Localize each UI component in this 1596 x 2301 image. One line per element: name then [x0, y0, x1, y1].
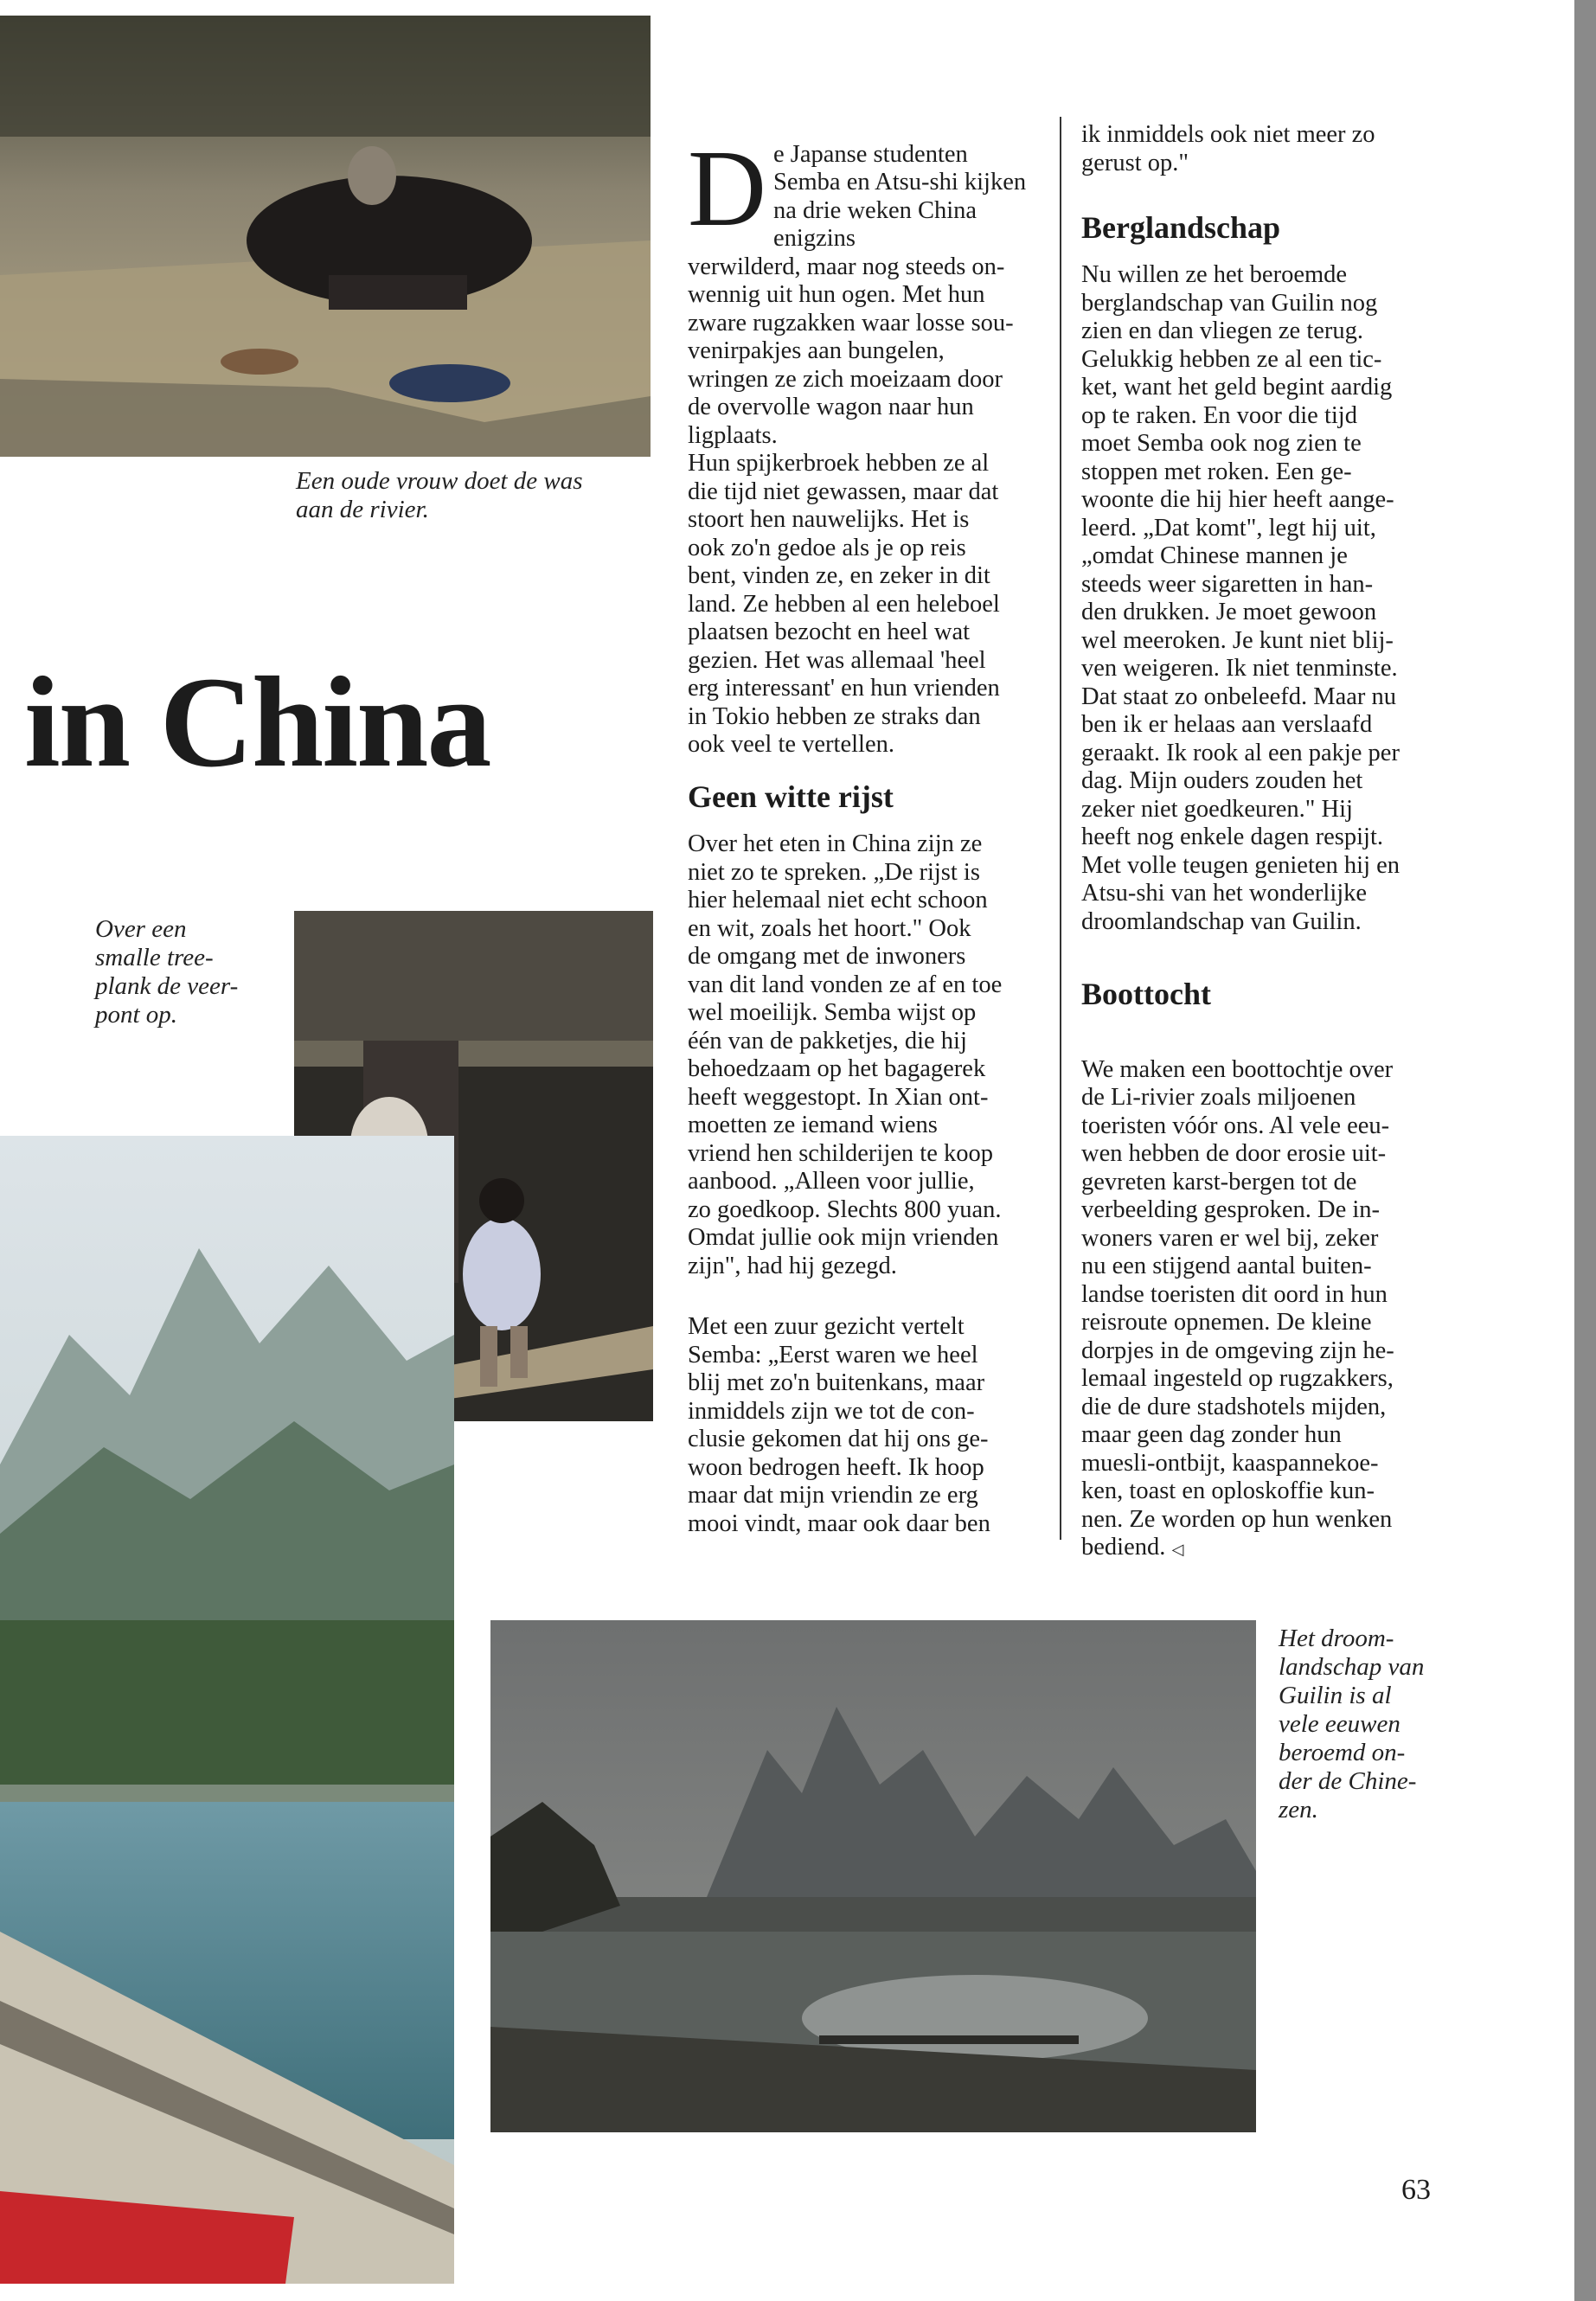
- photo-river-boat: [0, 1136, 454, 2284]
- subheading-geen-witte-rijst: Geen witte rijst: [688, 779, 894, 814]
- article-lead-paragraph: [688, 128, 1051, 760]
- photo-guilin-landscape-art: [490, 1620, 1256, 2132]
- caption-washing: Een oude vrouw doet de was aan de rivier.: [296, 467, 583, 523]
- caption-landscape: Het droom- landschap van Guilin is al vele eeuwen beroemd on- der de Chine- zen.: [1279, 1625, 1425, 1823]
- article-lead-text: e Japanse studenten Semba en Atsu-shi kijken na drie weken China enigzins verwilderd, maar nog steeds on- wennig uit hun ogen. Met hun zware rugzakken waar losse sou- venirpakjes aan bungelen, wringen ze zich moeizaam door de overvolle wagon naar hun ligplaats. Hun spijkerbroek hebben ze al die tijd niet gewassen, maar dat stoort hen nauwelijks. Het is ook zo'n gedoe als je op reis bent, vinden ze, en zeker in dit land. Ze hebben al een heleboel plaatsen bezocht en heel wat gezien. Het was allemaal 'heel erg interessant' en hun vrienden in Tokio hebben ze straks dan ook veel te vertellen.: [688, 140, 1027, 758]
- article-paragraph-paintings: Met een zuur gezicht vertelt Semba: „Eerst waren we heel blij met zo'n buitenkans, maar inmiddels zijn we tot de con- clusie gekomen dat hij ons ge- woon bedrogen heeft. Ik hoop maar dat mijn vriendin ze erg mooi vindt, maar ook daar ben: [688, 1313, 990, 1537]
- photo-guilin-landscape: [490, 1620, 1256, 2132]
- article-paragraph-smoking: Nu willen ze het beroemde berglandschap van Guilin nog zien en dan vliegen ze terug. Gelukkig hebben ze al een tic- ket, want het geld begint aardig op te raken. En voor die tijd moet Semba ook nog zien te stoppen met roken. Een ge- woonte die hij hier heeft aange- leerd. „Dat komt", legt hij uit, „omdat Chinese mannen je steeds weer sigaretten in han- den drukken. Je moet gewoon wel meeroken. Je kunt niet blij- ven weigeren. Ik niet tenminste. Dat staat zo onbeleefd. Maar nu ben ik er helaas aan verslaafd geraakt. Ik rook al een pakje per dag. Mijn ouders zouden het zeker niet goedkeuren." Hij heeft nog enkele dagen respijt. Met volle teugen genieten hij en Atsu-shi van het wonderlijke droomlandschap van Guilin.: [1081, 261, 1401, 935]
- drop-cap: D: [688, 128, 766, 249]
- headline: in China: [24, 651, 490, 794]
- page-number: 63: [1401, 2174, 1431, 2206]
- article-column-1: [688, 112, 1051, 787]
- subheading-boottocht: Boottocht: [1081, 977, 1211, 1011]
- page-edge: [1574, 0, 1596, 2301]
- article-paragraph-continued: ik inmiddels ook niet meer zo gerust op.": [1081, 121, 1375, 176]
- photo-river-boat-art: [0, 1136, 454, 2284]
- article-paragraph-rice: Over het eten in China zijn ze niet zo te spreken. „De rijst is hier helemaal niet echt schoon en wit, zoals het hoort." Ook de omgang met de inwoners van dit land vonden ze af en toe wel moeilijk. Semba wijst op één van de pakketjes, die hij behoedzaam op het bagagerek heeft weggestopt. In Xian ont- moetten ze iemand wiens vriend hen schilderijen te koop aanbood. „Alleen voor jullie, zo goedkoop. Slechts 800 yuan. Omdat jullie ook mijn vrienden zijn", had hij gezegd.: [688, 830, 1003, 1279]
- photo-woman-washing: [0, 16, 651, 457]
- article-paragraph-boattrip: [1081, 1028, 1445, 1564]
- subheading-berglandschap: Berglandschap: [1081, 210, 1281, 245]
- photo-woman-washing-art: [0, 16, 651, 457]
- caption-plank: Over een smalle tree- plank de veer- pont op.: [95, 915, 239, 1029]
- article-boattrip-text: We maken een boottochtje over de Li-rivier zoals miljoenen toeristen vóór ons. Al vele eeu- wen hebben de door erosie uit- gevreten karst-bergen tot de verbeelding gesproken. De in- woners varen er wel bij, zeker nu een stijgend aantal buiten- landse toeristen dit oord in hun reisroute opnemen. De kleine dorpjes in de omgeving zijn he- lemaal ingesteld op rugzakkers, die de dure stadshotels mijden, maar geen dag zonder hun muesli-ontbijt, kaaspannekoe- ken, toast en oploskoffie kun- nen. Ze worden op hun wenken bediend.: [1081, 1055, 1394, 1561]
- end-mark: ◁: [1171, 1541, 1184, 1558]
- column-divider: [1060, 117, 1061, 1540]
